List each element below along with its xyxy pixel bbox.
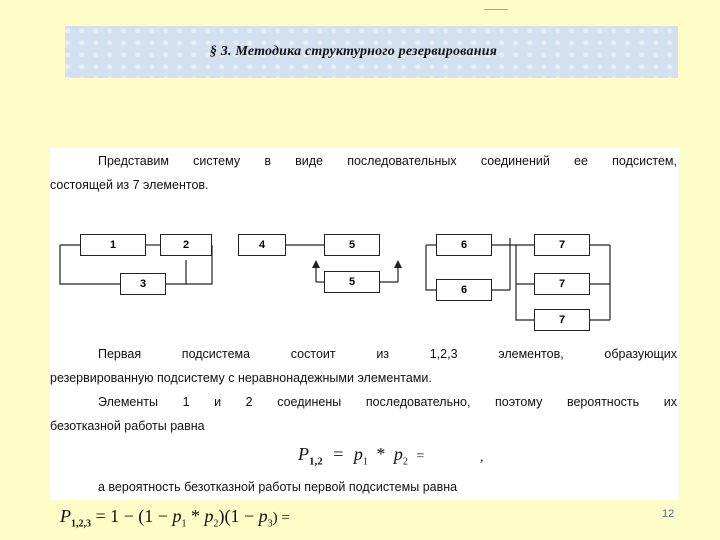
- formula-operator: =: [416, 449, 425, 464]
- block-6-main: 6: [436, 234, 492, 256]
- formula-symbol: p: [204, 506, 214, 526]
- block-7-reserve-2: 7: [534, 309, 590, 331]
- formula-subscript: 1: [362, 456, 368, 468]
- top-divider: [484, 9, 508, 10]
- document-area: [50, 148, 679, 500]
- word: систему: [193, 154, 241, 168]
- block-2: 2: [160, 234, 212, 256]
- word: поэтому: [495, 395, 543, 409]
- word: Представим: [98, 154, 169, 168]
- formula-p12: [298, 444, 424, 468]
- word: образующих: [604, 347, 677, 361]
- word: состоит: [290, 347, 336, 361]
- page-number: 12: [662, 508, 675, 520]
- word: Элементы: [98, 395, 158, 409]
- word: ее: [574, 154, 588, 168]
- formula-operator: ) =: [272, 510, 290, 526]
- block-1: 1: [80, 234, 146, 256]
- word: последовательных: [347, 154, 457, 168]
- formula-subscript: 1: [181, 518, 187, 530]
- formula-subscript: 3: [267, 518, 273, 530]
- word: подсистема: [181, 347, 251, 361]
- word: элементов,: [498, 347, 564, 361]
- formula-symbol: P: [60, 506, 71, 526]
- word: соединений: [480, 154, 550, 168]
- slide-title: § 3. Методика структурного резервирования: [209, 44, 498, 59]
- formula-operator: )(1 −: [218, 506, 259, 526]
- paragraph-3-line-1: [98, 395, 677, 409]
- formula-subscript: 2: [402, 456, 408, 468]
- block-3: 3: [120, 273, 166, 295]
- word: в: [264, 154, 271, 168]
- word: 1: [182, 395, 190, 409]
- block-6-reserve: 6: [436, 279, 492, 301]
- word: из: [376, 347, 390, 361]
- block-7-reserve-1: 7: [534, 273, 590, 295]
- formula-operator: =: [333, 444, 344, 464]
- title-bar: [65, 26, 678, 78]
- formula-symbol: p: [393, 444, 403, 464]
- block-7-main: 7: [534, 234, 590, 256]
- formula-subscript: 1,2,3: [71, 518, 91, 530]
- paragraph-4: а вероятность безотказной работы первой подсистемы равна: [98, 480, 458, 494]
- formula-symbol: p: [258, 506, 268, 526]
- word: виде: [295, 154, 324, 168]
- formula-comma: ,: [480, 450, 484, 465]
- word: соединены: [277, 395, 342, 409]
- word: 1,2,3: [429, 347, 458, 361]
- block-5-main: 5: [324, 234, 380, 256]
- paragraph-2-line-2: резервированную подсистему с неравнонадежными элементами.: [50, 371, 432, 385]
- formula-subscript: 2: [213, 518, 219, 530]
- formula-subscript: 1,2: [309, 455, 323, 468]
- word: подсистем,: [612, 154, 677, 168]
- word: вероятность: [566, 395, 640, 409]
- paragraph-3-line-2: безотказной работы равна: [50, 419, 205, 433]
- word: Первая: [98, 347, 142, 361]
- paragraph-2-line-1: [98, 347, 677, 361]
- word: их: [663, 395, 677, 409]
- formula-symbol: P: [298, 444, 309, 464]
- word: последовательно,: [365, 395, 471, 409]
- block-5-reserve: 5: [324, 271, 380, 293]
- formula-symbol: p: [353, 444, 363, 464]
- block-4: 4: [238, 234, 286, 256]
- paragraph-1-line-2: состоящей из 7 элементов.: [50, 178, 209, 192]
- formula-p123: [60, 506, 290, 530]
- formula-operator: = 1 − (1 −: [95, 506, 173, 526]
- formula-operator: *: [376, 444, 386, 464]
- word: и: [214, 395, 222, 409]
- word: 2: [245, 395, 253, 409]
- formula-symbol: p: [172, 506, 182, 526]
- formula-operator: *: [186, 506, 205, 526]
